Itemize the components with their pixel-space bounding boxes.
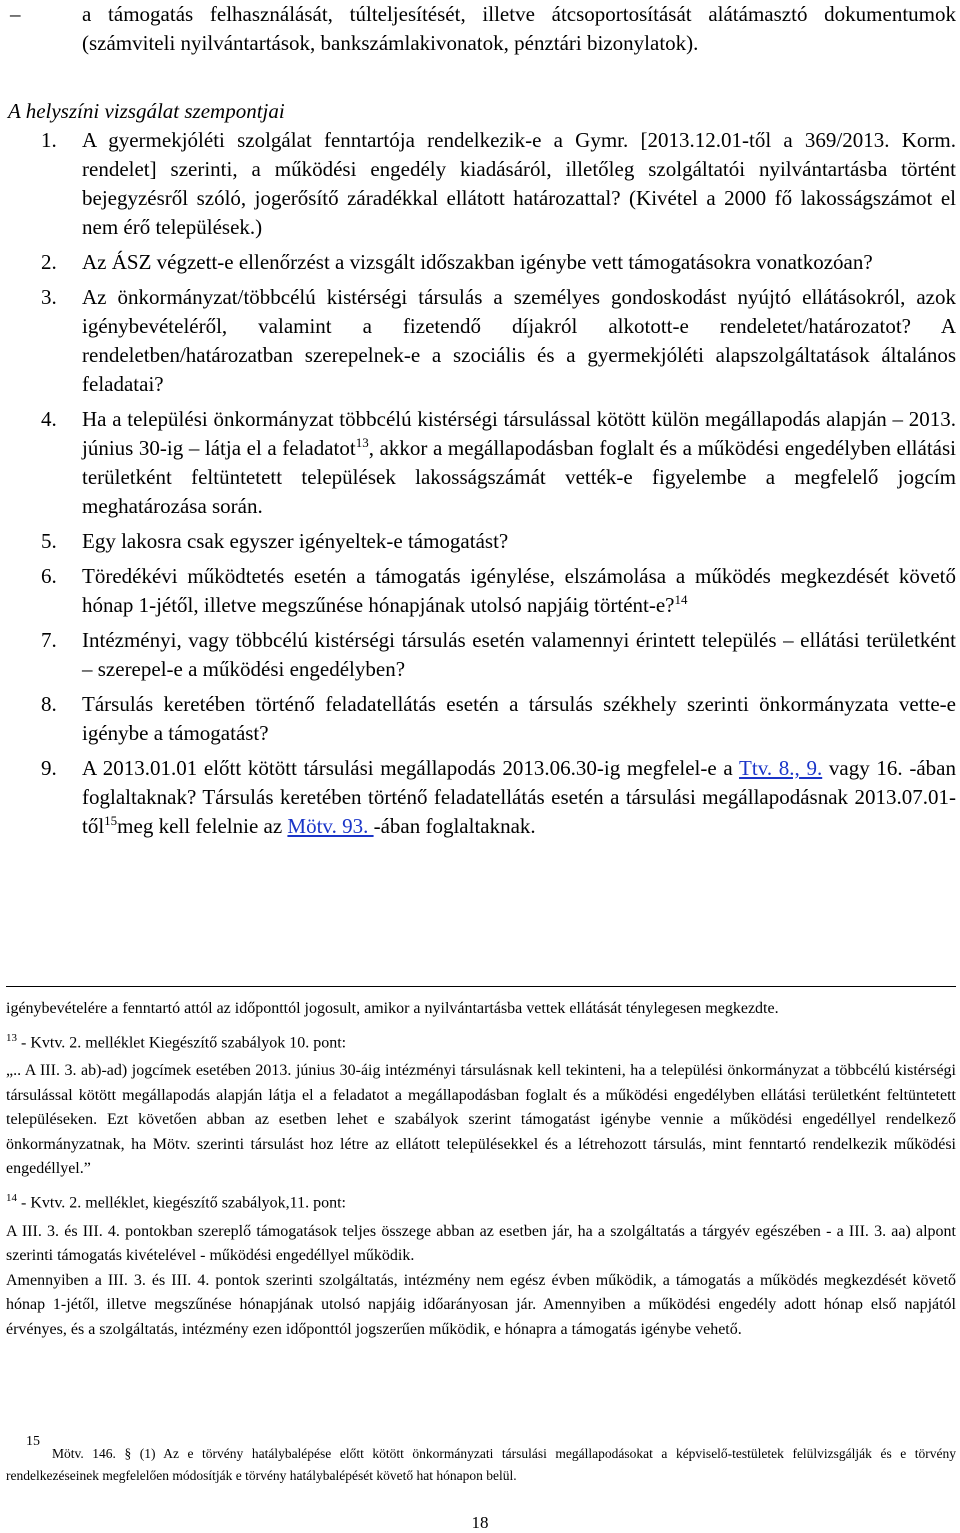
footnote-ref-15[interactable]: 15 [104, 813, 118, 828]
footnote-13-text: „.. A III. 3. ab)-ad) jogcímek esetében 2013. június 30-áig intézményi társulásnak kell tekinteni, ha a települési önkormányzat a többcélú kistérségi társulással kötött megállapodás alapján látja el a feladatot a megállapodásban foglalt és a működési engedélyben ellátási területként feltüntetett településeken. Ezt követően abban az esetben lehet e szabályok szerint támogatást igénybe vennie a működési engedéllyel rendelkező önkormányzatnak, ha Mötv. szerinti társulást hoz létre az ellátott településekkel és a létrehozott társulás, mint fenntartó rendelkezik működési engedéllyel.” [6, 1062, 956, 1178]
question-text [82, 562, 956, 620]
question-number: 2. [41, 250, 57, 274]
question-number: 1. [41, 128, 57, 152]
question-item [0, 626, 956, 684]
footnote-14-text-1: A III. 3. és III. 4. pontokban szereplő támogatások teljes összege abban az esetben jár, ha a szolgáltatás a tárgyév egészében - a III. 3. aa) alpont szerinti támogatás kivételével - működési engedéllyel működik. [6, 1222, 956, 1265]
question-text: Az önkormányzat/többcélú kistérségi társulás a személyes gondoskodást nyújtó ellátásokról, azok igénybevételéről, valamint a fizetendő díjakról alkotott-e rendeletet/határozatot? A rendeletben/határozatban szerepelnek-e a szociális és a gyermekjóléti alapszolgáltatások általános feladatai? [82, 285, 956, 396]
footnote-separator [6, 986, 956, 987]
footnote-ref-14[interactable]: 14 [674, 592, 688, 607]
question-text-part: -ában foglaltaknak. [373, 814, 536, 838]
footnote-mark: 14 [6, 1191, 17, 1204]
question-number: 9. [41, 756, 57, 780]
question-item [0, 562, 956, 620]
question-number: 7. [41, 628, 57, 652]
question-text: Intézményi, vagy többcélú kistérségi társulás esetén valamennyi érintett település – ellátási területként – szerepel-e a működési engedélyben? [82, 628, 956, 681]
question-number: 6. [41, 564, 57, 588]
question-item [0, 126, 956, 242]
page-number: 18 [471, 1513, 489, 1532]
footnote-13-ref [6, 1026, 956, 1056]
footnote-continuation: igénybevételére a fenntartó attól az időponttól jogosult, amikor a nyilvántartásba vettek ellátását ténylegesen megkezdte. [6, 1000, 779, 1017]
footnote-mark: 13 [6, 1031, 17, 1044]
question-item [0, 405, 956, 521]
dash-bullet: – [10, 2, 21, 26]
intro-dash-text: a támogatás felhasználását, túlteljesítését, illetve átcsoportosítását alátámasztó dokumentumok (számviteli nyilvántartások, bankszámlakivonatok, pénztári bizonylatok). [82, 2, 956, 55]
question-text-part: meg kell felelnie az [117, 814, 288, 838]
question-item [0, 283, 956, 399]
intro-dash-item [0, 0, 956, 58]
footnote-ref-13[interactable]: 13 [355, 435, 369, 450]
motv-link[interactable]: Mötv. 93. [287, 814, 374, 838]
question-list [0, 126, 956, 847]
question-text [82, 405, 956, 521]
question-text-part: , akkor a megállapodásban foglalt és a működési engedélyben ellátási területként feltüntetett települések lakosságszámát vették-e figyelembe a megfelelő jogcím meghatározása során. [82, 436, 956, 518]
question-item [0, 690, 956, 748]
question-number: 4. [41, 407, 57, 431]
question-text: Egy lakosra csak egyszer igényeltek-e támogatást? [82, 529, 509, 553]
question-text-part: Ha a települési önkormányzat többcélú kistérségi társulással kötött külön megállapodás alapján – 2013. június 30-ig – látja el a feladatot [82, 407, 956, 460]
footnote-15 [6, 1434, 956, 1487]
question-text: Társulás keretében történő feladatellátás esetén a társulás székhely szerinti önkormányzata vette-e igénybe a támogatást? [82, 692, 956, 745]
footnote-ref-text: - Kvtv. 2. melléklet, kiegészítő szabályok,11. pont: [17, 1194, 346, 1212]
question-number: 5. [41, 529, 57, 553]
question-text [82, 754, 956, 841]
question-text-part: A 2013.01.01 előtt kötött társulási megállapodás 2013.06.30-ig megfelel-e a [82, 756, 740, 780]
footnote-14-text-2: Amennyiben a III. 3. és III. 4. pontok szerinti szolgáltatás, intézmény nem egész évben működik, a támogatás a működés megkezdését követő hónap 1-jétől, illetve megszűnése hónapjának utolsó napjáig időarányosan jár. Amennyiben a működési engedély adott hónap első napjától érvényes, és a szolgáltatás, intézmény ezen időponttól jogszerűen működik, e hónapra a támogatás igénybe vehető. [6, 1271, 956, 1338]
question-number: 3. [41, 285, 57, 309]
footnote-14-ref [6, 1186, 956, 1216]
footnote-15-text: Mötv. 146. § (1) Az e törvény hatálybalépése előtt kötött önkormányzati társulási megállapodásokat a képviselő-testületek felülvizsgálják és e törvény rendelkezéseinek megfelelően módosítják e törvény hatálybalépését követő hat hónapon belül. [6, 1446, 956, 1483]
question-text: Az ÁSZ végzett-e ellenőrzést a vizsgált időszakban igénybe vett támogatásokra vonatkozóan? [82, 250, 873, 274]
question-text-part: vagy 16. -ában foglaltaknak? Társulás keretében történő feladatellátás esetén a társulási megállapodásnak 2013.07.01-től [82, 756, 956, 838]
question-item [0, 754, 956, 841]
footnote-ref-text: - Kvtv. 2. melléklet Kiegészítő szabályok 10. pont: [17, 1033, 347, 1051]
question-text-part: Töredékévi működtetés esetén a támogatás igénylése, elszámolása a működés megkezdését követő hónap 1-jétől, illetve megszűnése hónapjának utolsó napjáig történt-e? [82, 564, 956, 617]
question-item [0, 248, 956, 277]
question-item [0, 527, 956, 556]
section-heading: A helyszíni vizsgálat szempontjai [8, 99, 285, 123]
footnote-mark: 15 [26, 1434, 40, 1449]
question-text: A gyermekjóléti szolgálat fenntartója rendelkezik-e a Gymr. [2013.12.01-től a 369/2013. Korm. rendelet] szerinti, a működési engedély kiadásáról, illetőleg szolgáltatói nyilvántartásba történt bejegyzésről szóló, jogerősítő záradékkal ellátott határozattal? (Kivétel a 2000 fő lakosságszámot el nem érő települések.) [82, 128, 956, 239]
footnotes [6, 997, 956, 1342]
ttv-link[interactable]: Ttv. 8., 9. [739, 756, 823, 780]
question-number: 8. [41, 692, 57, 716]
